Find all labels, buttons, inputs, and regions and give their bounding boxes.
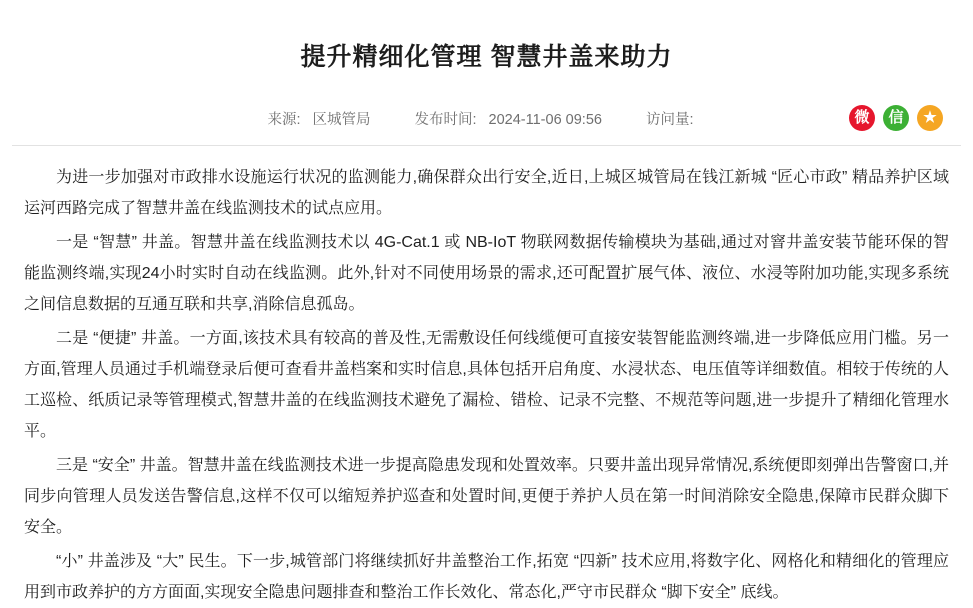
meta-views [646, 108, 706, 129]
meta-source [267, 108, 370, 129]
page-title: 提升精细化管理 智慧井盖来助力 [300, 42, 673, 71]
article-paragraph: 为进一步加强对市政排水设施运行状况的监测能力,确保群众出行安全,近日,上城区城管局在钱江新城 “匠心市政” 精品养护区域运河西路完成了智慧井盖在线监测技术的试点应用。 [24, 169, 949, 217]
article-body [0, 146, 973, 608]
article-paragraph: “小” 井盖涉及 “大” 民生。下一步,城管部门将继续抓好井盖整治工作,拓宽 “四新” 技术应用,将数字化、网格化和精细化的管理应用到市政养护的方方面面,实现安全隐患问题排查和整治工作长效化、常态化,严守市民群众 “脚下安全” 底线。 [24, 553, 949, 601]
weibo-share-icon-glyph: 微 [854, 109, 870, 126]
article-paragraph: 二是 “便捷” 井盖。一方面,该技术具有较高的普及性,无需敷设任何线缆便可直接安装智能监测终端,进一步降低应用门槛。另一方面,管理人员通过手机端登录后便可查看井盖档案和实时信息,具体包括开启角度、水浸状态、电压值等详细数值。相较于传统的人工巡检、纸质记录等管理模式,智慧井盖的在线监测技术避免了漏检、错检、记录不完整、不规范等问题,进一步提升了精细化管理水平。 [24, 330, 949, 440]
wechat-share-icon-glyph: 信 [888, 109, 904, 126]
article-paragraph: 一是 “智慧” 井盖。智慧井盖在线监测技术以 4G-Cat.1 或 NB-IoT 物联网数据传输模块为基础,通过对窨井盖安装节能环保的智能监测终端,实现24小时实时自动在线监测。此外,针对不同使用场景的需求,还可配置扩展气体、液位、水浸等附加功能,实现多系统之间信息数据的互通互联和共享,消除信息孤岛。 [24, 234, 949, 313]
meta-source-label: 来源: [267, 112, 301, 128]
favorite-share-icon-glyph: ★ [923, 109, 937, 126]
meta-group [245, 108, 727, 129]
article-paragraph: 三是 “安全” 井盖。智慧井盖在线监测技术进一步提高隐患发现和处置效率。只要井盖出现异常情况,系统便即刻弹出告警窗口,并同步向管理人员发送告警信息,这样不仅可以缩短养护巡查和处置时间,更便于养护人员在第一时间消除安全隐患,保障市民群众脚下安全。 [24, 457, 949, 536]
article-meta-bar [12, 90, 961, 146]
favorite-share-icon[interactable] [917, 105, 943, 131]
share-icon-group [849, 105, 943, 131]
weibo-share-icon[interactable] [849, 105, 875, 131]
meta-views-label: 访问量: [645, 112, 694, 128]
meta-publish-value: 2024-11-06 09:56 [488, 112, 602, 128]
meta-source-value: 区城管局 [312, 112, 371, 128]
article-page [0, 17, 973, 601]
meta-publish-label: 发布时间: [414, 112, 477, 128]
wechat-share-icon[interactable] [883, 105, 909, 131]
meta-publish-time [415, 108, 602, 129]
